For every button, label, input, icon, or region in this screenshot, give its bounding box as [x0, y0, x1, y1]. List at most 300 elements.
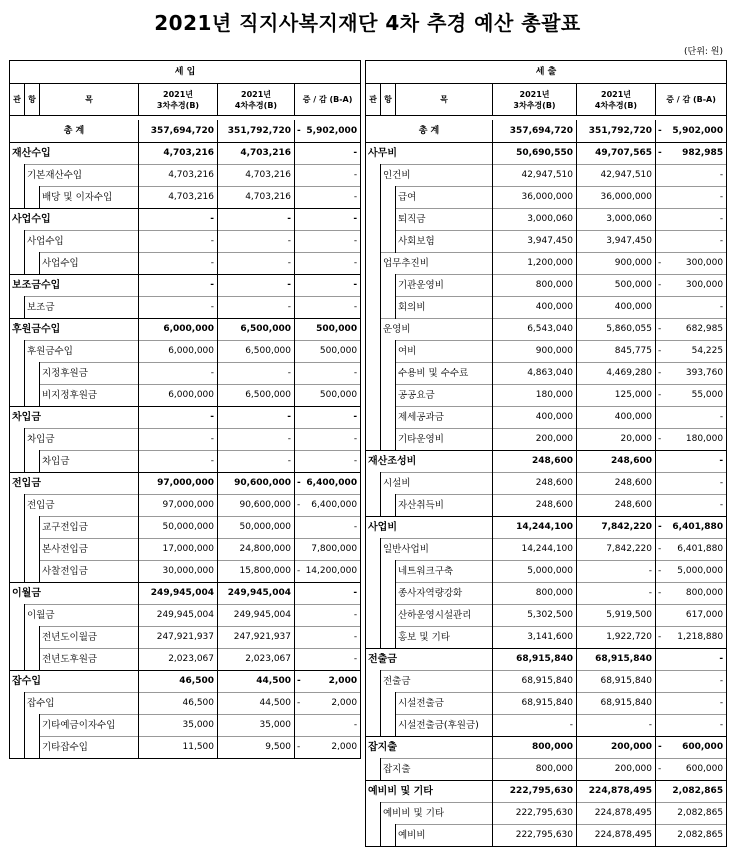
- row-value-a: 30,000,000: [139, 561, 218, 583]
- row-label: 종사자역량강화: [396, 583, 493, 605]
- row-value-a: 900,000: [493, 341, 577, 363]
- row-value-b: 248,600: [577, 451, 656, 473]
- row-label: 일반사업비: [381, 539, 493, 561]
- income-row: [10, 517, 361, 539]
- expense-header-mok: 목: [396, 84, 493, 116]
- expense-row: [366, 517, 727, 539]
- income-row: [10, 715, 361, 737]
- page-title: 2021년 직지사복지재단 4차 추경 예산 총괄표: [154, 11, 581, 35]
- expense-row: [366, 319, 727, 341]
- row-diff: 6,401,880: [666, 517, 727, 539]
- row-value-b: 90,600,000: [218, 473, 295, 495]
- row-label: 시설전출금: [396, 693, 493, 715]
- row-diff: 2,082,865: [666, 803, 727, 825]
- row-value-a: 3,000,060: [493, 209, 577, 231]
- expense-table: [365, 60, 727, 847]
- expense-total-diff: 5,902,000: [666, 120, 727, 143]
- row-label: 차입금: [40, 451, 139, 473]
- row-diff: 600,000: [666, 737, 727, 759]
- row-label: 잡수입: [10, 671, 139, 693]
- row-value-a: 6,000,000: [139, 341, 218, 363]
- row-label: 기타예금이자수입: [40, 715, 139, 737]
- row-diff-sign: [295, 715, 305, 737]
- row-label: 본사전입금: [40, 539, 139, 561]
- row-diff-sign: [656, 803, 666, 825]
- row-value-b: 15,800,000: [218, 561, 295, 583]
- row-label: 수용비 및 수수료: [396, 363, 493, 385]
- income-row: [10, 429, 361, 451]
- row-value-a: -: [493, 715, 577, 737]
- row-value-b: 400,000: [577, 297, 656, 319]
- expense-total-label: 총 계: [366, 120, 493, 143]
- row-diff: -: [666, 297, 727, 319]
- row-diff: 2,000: [305, 671, 361, 693]
- expense-row: [366, 253, 727, 275]
- income-row: [10, 649, 361, 671]
- row-diff-sign: [656, 407, 666, 429]
- row-value-a: 35,000: [139, 715, 218, 737]
- row-value-a: -: [139, 231, 218, 253]
- row-label: 산하운영시설관리: [396, 605, 493, 627]
- row-diff-sign: -: [295, 495, 305, 517]
- expense-row: [366, 781, 727, 803]
- row-label: 배당 및 이자수입: [40, 187, 139, 209]
- row-value-a: 222,795,630: [493, 781, 577, 803]
- row-diff: 6,400,000: [305, 495, 361, 517]
- row-value-b: 248,600: [577, 495, 656, 517]
- row-diff: -: [666, 209, 727, 231]
- row-diff: 2,082,865: [666, 781, 727, 803]
- row-label: 예비비 및 기타: [381, 803, 493, 825]
- row-diff: 2,000: [305, 693, 361, 715]
- row-diff-sign: [656, 495, 666, 517]
- row-diff-sign: [295, 627, 305, 649]
- unit-note: (단위: 원): [684, 47, 723, 57]
- row-diff: 6,401,880: [666, 539, 727, 561]
- row-label: 예비비 및 기타: [366, 781, 493, 803]
- expense-row: [366, 473, 727, 495]
- row-value-a: -: [139, 451, 218, 473]
- row-diff-sign: [295, 297, 305, 319]
- row-diff-sign: -: [656, 627, 666, 649]
- row-label: 사업수입: [40, 253, 139, 275]
- expense-row: [366, 825, 727, 847]
- income-header-col-b: 2021년 4차추경(B): [218, 84, 295, 116]
- row-label: 비지정후원금: [40, 385, 139, 407]
- row-value-b: 44,500: [218, 693, 295, 715]
- expense-row: [366, 495, 727, 517]
- row-diff: 617,000: [666, 605, 727, 627]
- row-value-a: 6,000,000: [139, 319, 218, 341]
- row-value-a: 200,000: [493, 429, 577, 451]
- income-section-label: 세 입: [10, 61, 361, 84]
- expense-row: [366, 209, 727, 231]
- expense-row: [366, 385, 727, 407]
- row-diff: -: [305, 275, 361, 297]
- income-header-mok: 목: [40, 84, 139, 116]
- row-value-b: 20,000: [577, 429, 656, 451]
- row-label: 전출금: [366, 649, 493, 671]
- row-diff-sign: [295, 429, 305, 451]
- row-diff: -: [305, 187, 361, 209]
- expense-row: [366, 363, 727, 385]
- row-diff-sign: [656, 231, 666, 253]
- row-diff-sign: [656, 781, 666, 803]
- row-value-b: -: [218, 429, 295, 451]
- row-value-b: 35,000: [218, 715, 295, 737]
- row-diff: 6,400,000: [305, 473, 361, 495]
- row-diff: -: [305, 253, 361, 275]
- row-value-b: 4,469,280: [577, 363, 656, 385]
- expense-row: [366, 715, 727, 737]
- row-value-b: 42,947,510: [577, 165, 656, 187]
- row-value-a: 249,945,004: [139, 583, 218, 605]
- expense-row: [366, 627, 727, 649]
- row-label: 사업비: [366, 517, 493, 539]
- row-diff-sign: [656, 165, 666, 187]
- row-value-b: 68,915,840: [577, 693, 656, 715]
- row-value-a: 180,000: [493, 385, 577, 407]
- row-value-a: -: [139, 429, 218, 451]
- row-value-a: 6,000,000: [139, 385, 218, 407]
- row-diff-sign: [295, 143, 305, 165]
- row-label: 제세공과금: [396, 407, 493, 429]
- row-label: 이월금: [25, 605, 139, 627]
- income-row: [10, 319, 361, 341]
- row-value-b: 49,707,565: [577, 143, 656, 165]
- income-row: [10, 737, 361, 759]
- row-diff: -: [305, 715, 361, 737]
- row-value-b: 224,878,495: [577, 781, 656, 803]
- expense-row: [366, 737, 727, 759]
- expense-row: [366, 561, 727, 583]
- expense-row: [366, 143, 727, 165]
- row-diff: -: [666, 451, 727, 473]
- expense-row: [366, 693, 727, 715]
- row-label: 이월금: [10, 583, 139, 605]
- income-row: [10, 187, 361, 209]
- row-diff: 300,000: [666, 253, 727, 275]
- row-diff: -: [666, 649, 727, 671]
- row-value-b: 7,842,220: [577, 539, 656, 561]
- income-header-col-a: 2021년 3차추경(B): [139, 84, 218, 116]
- row-label: 회의비: [396, 297, 493, 319]
- row-diff-sign: [295, 275, 305, 297]
- expense-header-col-b: 2021년 4차추경(B): [577, 84, 656, 116]
- row-value-b: 2,023,067: [218, 649, 295, 671]
- row-value-a: -: [139, 253, 218, 275]
- row-diff-sign: [295, 231, 305, 253]
- row-diff: -: [305, 605, 361, 627]
- row-value-a: 800,000: [493, 275, 577, 297]
- row-diff: -: [666, 165, 727, 187]
- row-label: 기관운영비: [396, 275, 493, 297]
- row-value-a: 400,000: [493, 407, 577, 429]
- row-diff-sign: [295, 605, 305, 627]
- row-diff-sign: -: [656, 737, 666, 759]
- row-value-b: 248,600: [577, 473, 656, 495]
- row-diff-sign: [295, 341, 305, 363]
- row-label: 후원금수입: [10, 319, 139, 341]
- income-total-diff: 5,902,000: [305, 120, 361, 143]
- row-value-a: 5,000,000: [493, 561, 577, 583]
- row-label: 공공요금: [396, 385, 493, 407]
- row-value-a: 4,703,216: [139, 165, 218, 187]
- row-diff-sign: [295, 363, 305, 385]
- row-value-a: -: [139, 275, 218, 297]
- row-label: 사업수입: [25, 231, 139, 253]
- row-value-b: 68,915,840: [577, 649, 656, 671]
- income-row: [10, 539, 361, 561]
- row-value-b: 845,775: [577, 341, 656, 363]
- row-value-b: 125,000: [577, 385, 656, 407]
- row-diff: 800,000: [666, 583, 727, 605]
- row-label: 업무추진비: [381, 253, 493, 275]
- row-value-b: 5,860,055: [577, 319, 656, 341]
- row-diff: -: [666, 693, 727, 715]
- row-label: 사업수입: [10, 209, 139, 231]
- row-value-a: 249,945,004: [139, 605, 218, 627]
- row-value-a: -: [139, 363, 218, 385]
- row-value-b: 9,500: [218, 737, 295, 759]
- expense-row: [366, 275, 727, 297]
- row-value-a: 2,023,067: [139, 649, 218, 671]
- row-value-a: 800,000: [493, 583, 577, 605]
- row-diff: -: [305, 429, 361, 451]
- row-label: 홍보 및 기타: [396, 627, 493, 649]
- row-value-b: -: [218, 209, 295, 231]
- row-value-b: -: [218, 363, 295, 385]
- expense-total-sign: -: [656, 120, 666, 143]
- expense-row: [366, 429, 727, 451]
- expense-total-b: 351,792,720: [577, 120, 656, 143]
- row-diff-sign: [656, 451, 666, 473]
- row-value-b: -: [218, 407, 295, 429]
- row-value-a: 68,915,840: [493, 671, 577, 693]
- row-diff: 54,225: [666, 341, 727, 363]
- expense-row: [366, 605, 727, 627]
- income-row: [10, 473, 361, 495]
- row-value-b: 6,500,000: [218, 319, 295, 341]
- expense-row: [366, 451, 727, 473]
- row-value-a: 3,141,600: [493, 627, 577, 649]
- row-diff: -: [305, 165, 361, 187]
- row-value-a: 97,000,000: [139, 495, 218, 517]
- row-value-b: 7,842,220: [577, 517, 656, 539]
- row-diff: -: [305, 209, 361, 231]
- row-diff-sign: [295, 583, 305, 605]
- row-value-b: 6,500,000: [218, 385, 295, 407]
- row-value-a: 6,543,040: [493, 319, 577, 341]
- row-value-b: -: [577, 583, 656, 605]
- row-label: 사무비: [366, 143, 493, 165]
- expense-row: [366, 803, 727, 825]
- row-value-b: 3,947,450: [577, 231, 656, 253]
- row-value-b: -: [218, 253, 295, 275]
- row-label: 교구전입금: [40, 517, 139, 539]
- row-diff: 500,000: [305, 319, 361, 341]
- row-label: 재산조성비: [366, 451, 493, 473]
- row-value-a: 800,000: [493, 759, 577, 781]
- row-diff-sign: [656, 209, 666, 231]
- row-diff-sign: [656, 605, 666, 627]
- row-diff-sign: -: [656, 539, 666, 561]
- row-value-a: 247,921,937: [139, 627, 218, 649]
- row-value-b: 224,878,495: [577, 803, 656, 825]
- row-label: 예비비: [396, 825, 493, 847]
- row-value-b: -: [577, 561, 656, 583]
- income-header-col-diff: 증 / 감 (B-A): [295, 84, 361, 116]
- row-diff: -: [305, 627, 361, 649]
- expense-header-hang: 항: [381, 84, 396, 116]
- row-label: 시설비: [381, 473, 493, 495]
- row-value-a: 248,600: [493, 495, 577, 517]
- row-diff-sign: [295, 187, 305, 209]
- row-diff-sign: -: [295, 671, 305, 693]
- row-label: 차입금: [25, 429, 139, 451]
- row-diff: -: [305, 363, 361, 385]
- row-diff-sign: -: [656, 583, 666, 605]
- row-diff: 2,082,865: [666, 825, 727, 847]
- row-value-b: 4,703,216: [218, 187, 295, 209]
- income-total-a: 357,694,720: [139, 120, 218, 143]
- row-diff: -: [666, 495, 727, 517]
- income-row: [10, 671, 361, 693]
- row-value-a: 46,500: [139, 671, 218, 693]
- row-label: 퇴직금: [396, 209, 493, 231]
- expense-header-gwan: 관: [366, 84, 381, 116]
- row-label: 전년도후원금: [40, 649, 139, 671]
- row-diff: 393,760: [666, 363, 727, 385]
- income-row: [10, 253, 361, 275]
- row-diff-sign: -: [656, 561, 666, 583]
- income-row: [10, 407, 361, 429]
- income-total-b: 351,792,720: [218, 120, 295, 143]
- row-value-a: 1,200,000: [493, 253, 577, 275]
- row-label: 전입금: [10, 473, 139, 495]
- expense-row: [366, 539, 727, 561]
- row-value-a: 4,863,040: [493, 363, 577, 385]
- row-label: 여비: [396, 341, 493, 363]
- row-diff: 300,000: [666, 275, 727, 297]
- row-value-b: 5,919,500: [577, 605, 656, 627]
- row-value-a: 50,690,550: [493, 143, 577, 165]
- row-value-b: 68,915,840: [577, 671, 656, 693]
- row-value-a: 5,302,500: [493, 605, 577, 627]
- row-diff: -: [305, 231, 361, 253]
- row-label: 시설전출금(후원금): [396, 715, 493, 737]
- row-diff-sign: -: [656, 341, 666, 363]
- row-diff-sign: -: [656, 253, 666, 275]
- row-diff-sign: -: [656, 319, 666, 341]
- row-value-b: 400,000: [577, 407, 656, 429]
- row-label: 보조금: [25, 297, 139, 319]
- row-value-a: 4,703,216: [139, 187, 218, 209]
- income-row: [10, 297, 361, 319]
- row-diff: -: [666, 407, 727, 429]
- row-value-b: 24,800,000: [218, 539, 295, 561]
- row-diff-sign: -: [656, 517, 666, 539]
- expense-row: [366, 341, 727, 363]
- expense-row: [366, 759, 727, 781]
- expense-row: [366, 407, 727, 429]
- row-label: 기타잡수입: [40, 737, 139, 759]
- row-diff-sign: [656, 693, 666, 715]
- expense-row: [366, 187, 727, 209]
- income-row: [10, 165, 361, 187]
- row-diff: 600,000: [666, 759, 727, 781]
- row-label: 지정후원금: [40, 363, 139, 385]
- row-diff: 500,000: [305, 341, 361, 363]
- row-diff: -: [305, 583, 361, 605]
- row-value-b: 900,000: [577, 253, 656, 275]
- row-value-b: 6,500,000: [218, 341, 295, 363]
- row-diff-sign: [295, 649, 305, 671]
- income-header-gwan: 관: [10, 84, 25, 116]
- row-diff-sign: [295, 253, 305, 275]
- expense-row: [366, 649, 727, 671]
- expense-row: [366, 671, 727, 693]
- row-diff: 1,218,880: [666, 627, 727, 649]
- row-diff-sign: -: [656, 759, 666, 781]
- row-diff: -: [305, 649, 361, 671]
- income-total-sign: -: [295, 120, 305, 143]
- row-value-a: 68,915,840: [493, 649, 577, 671]
- row-diff: 14,200,000: [305, 561, 361, 583]
- row-label: 전년도이월금: [40, 627, 139, 649]
- row-diff-sign: [656, 825, 666, 847]
- row-value-a: 17,000,000: [139, 539, 218, 561]
- row-label: 네트워크구축: [396, 561, 493, 583]
- income-table: [9, 60, 361, 759]
- income-row: [10, 583, 361, 605]
- expense-total-a: 357,694,720: [493, 120, 577, 143]
- row-value-a: 222,795,630: [493, 825, 577, 847]
- row-diff: -: [666, 231, 727, 253]
- income-row: [10, 693, 361, 715]
- income-row: [10, 605, 361, 627]
- row-diff-sign: [656, 297, 666, 319]
- row-diff-sign: [295, 385, 305, 407]
- income-row: [10, 341, 361, 363]
- row-diff-sign: [295, 319, 305, 341]
- row-diff-sign: [656, 187, 666, 209]
- row-value-a: -: [139, 297, 218, 319]
- row-value-b: 249,945,004: [218, 605, 295, 627]
- row-value-a: 4,703,216: [139, 143, 218, 165]
- row-value-b: 4,703,216: [218, 143, 295, 165]
- row-diff-sign: [295, 517, 305, 539]
- row-value-a: 800,000: [493, 737, 577, 759]
- row-value-a: 36,000,000: [493, 187, 577, 209]
- row-diff: 500,000: [305, 385, 361, 407]
- row-label: 보조금수입: [10, 275, 139, 297]
- expense-row: [366, 583, 727, 605]
- row-value-a: 97,000,000: [139, 473, 218, 495]
- row-label: 잡수입: [25, 693, 139, 715]
- row-value-a: 3,947,450: [493, 231, 577, 253]
- row-label: 운영비: [381, 319, 493, 341]
- row-label: 급여: [396, 187, 493, 209]
- income-row: [10, 209, 361, 231]
- row-value-b: 44,500: [218, 671, 295, 693]
- row-value-b: -: [218, 231, 295, 253]
- row-diff-sign: [295, 165, 305, 187]
- row-value-a: 68,915,840: [493, 693, 577, 715]
- row-value-a: 222,795,630: [493, 803, 577, 825]
- income-row: [10, 451, 361, 473]
- row-diff-sign: -: [656, 143, 666, 165]
